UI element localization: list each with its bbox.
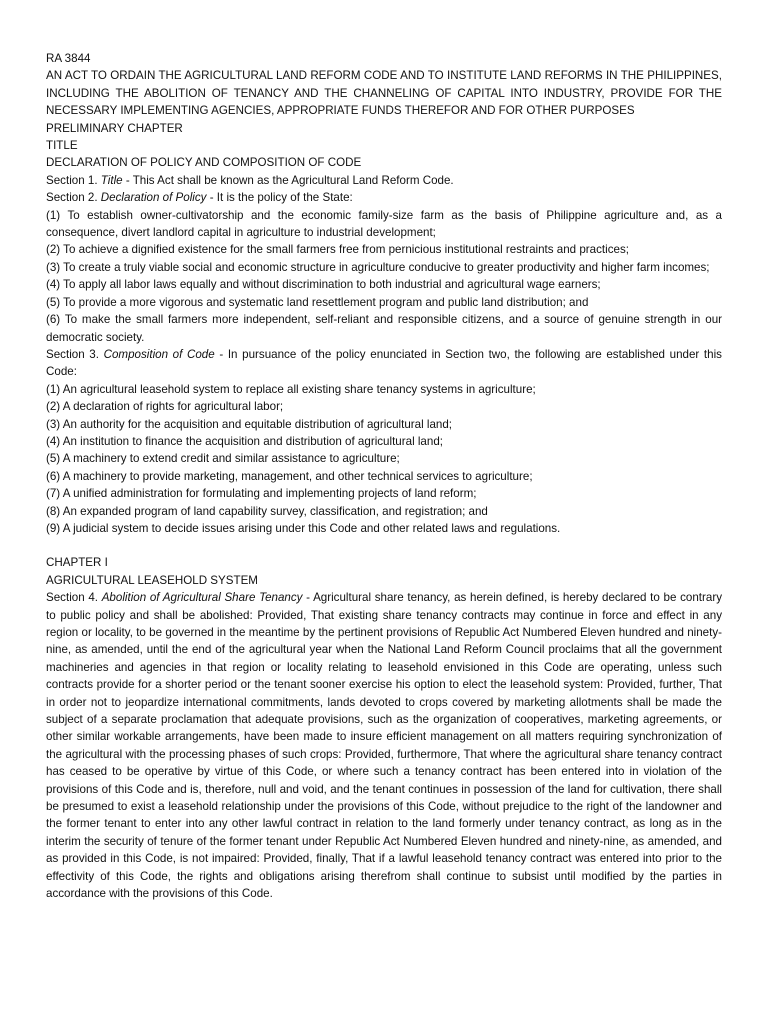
section-text: - Agricultural share tenancy, as herein defined, is hereby declared to be contrary to public policy and shall be abolished: Provided, That existing share tenancy contracts may continue in force and effect in any region or locality, to be governed in the meantime by the pertinent provisions of Republic Act Numbered Eleven hundred and ninety-nine, as amended, until the end of the agricultural year when the National Land Reform Council proclaims that all the government machineries and agencies in that region or locality relating to leasehold envisioned in this Code are operating, unless such contracts provide for a shorter period or the tenant sooner exercise his option to elect the leasehold system: Provided, further, That in order not to jeopardize international commitments, lands devoted to crops covered by marketing allotments shall be made the subject of a separate proclamation that adequate provisions, such as the organization of cooperatives, marketing agreements, or other similar workable arrangements, have been made to insure efficient management on all matters requiring synchronization of the agricultural with the processing phases of such crops: Provided, furthermore, That where the agricultural share tenancy contract has ceased to be operative by virtue of this Code, or where such a tenancy contract has been entered into in violation of the provisions of this Code and is, therefore, null and void, and the tenant continues in possession of the land for cultivation, there shall be presumed to exist a leasehold relationship under the provisions of this Code, without prejudice to the right of the landowner and the former tenant to enter into any other lawful contract in relation to the land formerly under tenancy contract, as long as in the interim the security of tenure of the former tenant under Republic Act Numbered Eleven hundred and ninety-nine, as amended, and as provided in this Code, is not impaired: Provided, finally, That if a lawful leasehold tenancy contract was entered into prior to the effectivity of this Code, the rights and obligations arising therefrom shall continue to subsist until modified by the parties in accordance with the provisions of this Code. [46,591,722,901]
section-label: Section 2. [46,191,101,205]
list-item: (4) To apply all labor laws equally and without discrimination to both industrial and agricultural wage earners; [46,278,601,292]
section-title: Composition of Code [103,347,215,361]
list-item: (8) An expanded program of land capability survey, classification, and registration; and [46,504,488,518]
list-item: (1) An agricultural leasehold system to replace all existing share tenancy systems in agriculture; [46,382,536,396]
section-label: Section 4. [46,591,102,605]
chapter-1-heading: CHAPTER I [46,556,108,570]
list-item: (6) A machinery to provide marketing, management, and other technical services to agriculture; [46,469,533,483]
section-title: Abolition of Agricultural Share Tenancy [101,591,303,605]
title-label: TITLE [46,139,78,153]
section-label: Section 3. [46,347,104,361]
document-page [46,50,722,903]
list-item: (7) A unified administration for formulating and implementing projects of land reform; [46,487,477,501]
list-item: (2) To achieve a dignified existence for the small farmers free from pernicious institutional restraints and practices; [46,243,629,257]
list-item: (3) To create a truly viable social and economic structure in agriculture conducive to greater productivity and higher farm incomes; [46,260,710,274]
list-item: (6) To make the small farmers more independent, self-reliant and responsible citizens, and a source of genuine strength in our democratic society. [46,313,722,344]
section-title: Declaration of Policy [100,191,207,205]
declaration-heading: DECLARATION OF POLICY AND COMPOSITION OF CODE [46,156,362,170]
list-item: (5) To provide a more vigorous and systematic land resettlement program and public land distribution; and [46,295,589,309]
list-item: (9) A judicial system to decide issues arising under this Code and other related laws and regulations. [46,521,561,535]
chapter-1-subheading: AGRICULTURAL LEASEHOLD SYSTEM [46,573,258,587]
section-1 [46,172,722,189]
chapter-heading: PRELIMINARY CHAPTER [46,121,183,135]
section-3 [46,346,722,381]
section-title: Title [100,173,123,187]
act-title: AN ACT TO ORDAIN THE AGRICULTURAL LAND REFORM CODE AND TO INSTITUTE LAND REFORMS IN THE PHILIPPINES, INCLUDING THE ABOLITION OF TENANCY AND THE CHANNELING OF CAPITAL INTO INDUSTRY, PROVIDE FOR THE NECESSARY IMPLEMENTING AGENCIES, APPROPRIATE FUNDS THEREFOR AND FOR OTHER PURPOSES [46,69,722,118]
ra-number: RA 3844 [46,52,91,65]
section-text: - In pursuance of the policy enunciated in Section two, the following are established under this Code: [46,347,722,379]
list-item: (4) An institution to finance the acquisition and distribution of agricultural land; [46,434,444,448]
list-item: (1) To establish owner-cultivatorship and the economic family-size farm as the basis of Philippine agriculture and, as a consequence, divert landlord capital in agriculture to industrial development; [46,208,722,240]
section-4 [46,589,722,902]
section-label: Section 1. [46,173,101,187]
list-item: (2) A declaration of rights for agricultural labor; [46,400,284,414]
list-item: (3) An authority for the acquisition and equitable distribution of agricultural land; [46,417,453,431]
section-2 [46,189,722,206]
list-item: (5) A machinery to extend credit and similar assistance to agriculture; [46,452,400,466]
section-text: - This Act shall be known as the Agricultural Land Reform Code. [122,173,454,187]
section-text: - It is the policy of the State: [206,191,353,205]
spacer [46,537,722,554]
